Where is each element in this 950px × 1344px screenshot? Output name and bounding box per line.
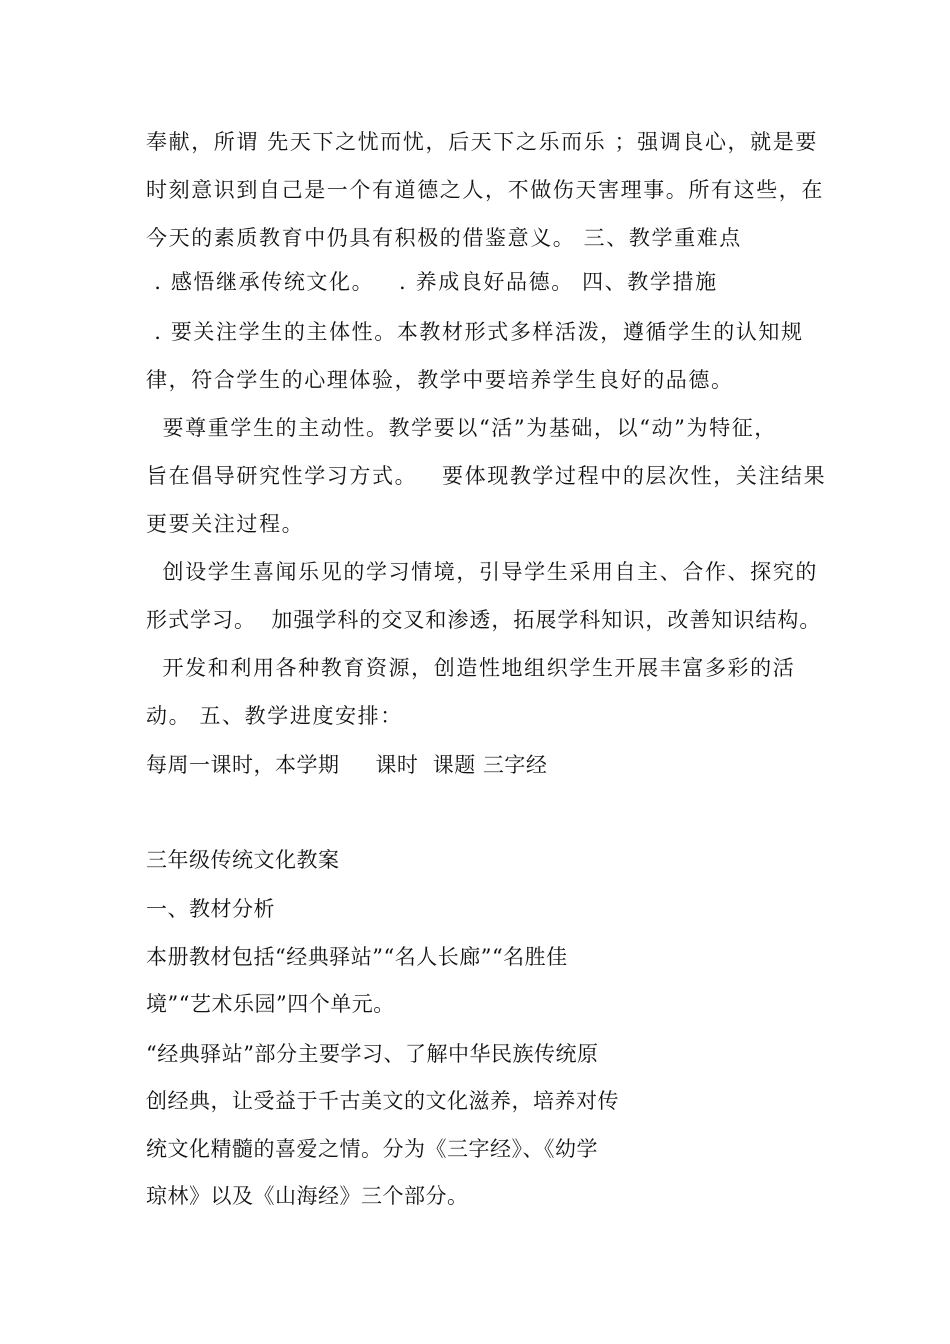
text-line: “经典驿站”部分主要学习、了解中华民族传统原 <box>146 1042 599 1066</box>
text-line: 境”“艺术乐园”四个单元。 <box>146 992 395 1016</box>
text-line: 旨在倡导研究性学习方式。 要体现教学过程中的层次性，关注结果 <box>146 464 827 488</box>
text-line: 律，符合学生的心理体验，教学中要培养学生良好的品德。 <box>146 368 734 392</box>
text-line: 今天的素质教育中仍具有积极的借鉴意义。 三、教学重难点 <box>146 226 742 250</box>
text-line: 开发和利用各种教育资源，创造性地组织学生开展丰富多彩的活 <box>146 656 796 680</box>
text-line: 创设学生喜闻乐见的学习情境，引导学生采用自主、合作、探究的 <box>146 560 818 584</box>
section-title: 三年级传统文化教案 <box>146 848 340 872</box>
text-line: 形式学习。 加强学科的交叉和渗透，拓展学科知识，改善知识结构。 <box>146 608 822 632</box>
text-line: 创经典，让受益于千古美文的文化滋养，培养对传 <box>146 1089 619 1113</box>
text-line: 统文化精髓的喜爱之情。分为《三字经》、《幼学 <box>146 1137 598 1161</box>
text-line: 琼林》以及《山海经》三个部分。 <box>146 1184 469 1208</box>
text-line: 时刻意识到自己是一个有道德之人，不做伤天害理事。所有这些，在 <box>146 178 824 202</box>
text-line: 要尊重学生的主动性。教学要以“活”为基础，以“动”为特征， <box>146 416 777 440</box>
section-heading: 一、教材分析 <box>146 897 275 921</box>
text-line: 每周一课时，本学期 课时 课题 三字经 <box>146 753 548 777</box>
text-line: . 要关注学生的主体性。本教材形式多样活泼，遵循学生的认知规 <box>146 320 804 344</box>
text-line: 动。 五、教学进度安排： <box>146 704 403 728</box>
text-line: 更要关注过程。 <box>146 512 305 536</box>
text-line: 本册教材包括“经典驿站”“名人长廊”“名胜佳 <box>146 945 568 969</box>
text-line: . 感悟继承传统文化。 . 养成良好品德。 四、教学措施 <box>146 270 718 294</box>
text-line: 奉献，所谓 先天下之忧而忧，后天下之乐而乐 ；强调良心，就是要 <box>146 130 818 154</box>
